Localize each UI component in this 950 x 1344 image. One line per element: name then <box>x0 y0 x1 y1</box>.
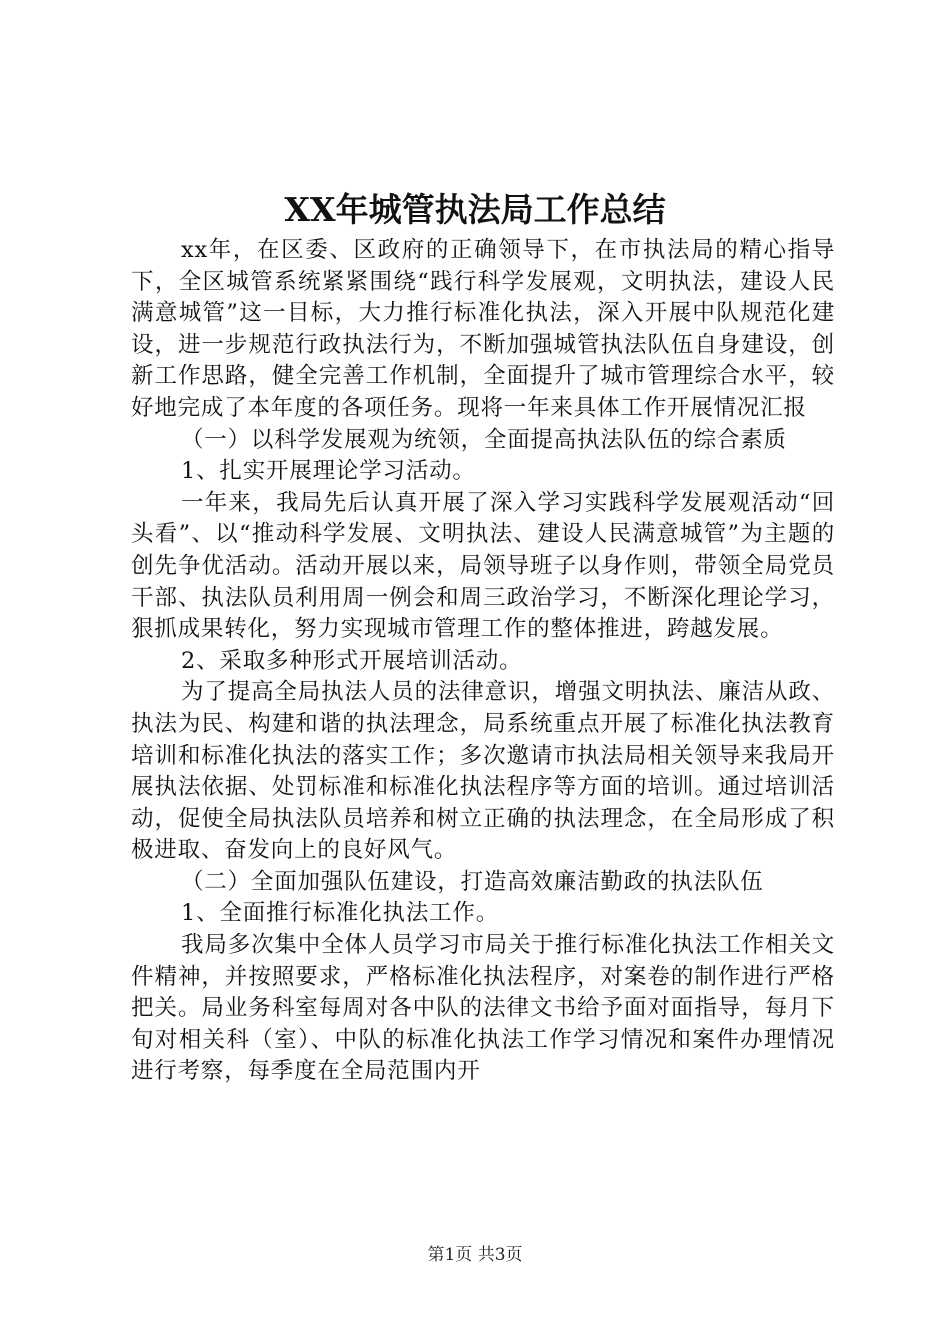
subsection-heading: 1、扎实开展理论学习活动。 <box>181 458 476 485</box>
section-heading: （二）全面加强队伍建设，打造高效廉洁勤政的执法队伍 <box>181 868 764 895</box>
document-title: XX年城管执法局工作总结 <box>284 190 666 229</box>
page-number-footer: 第1页 共3页 <box>427 1245 523 1265</box>
subsection-heading: 1、全面推行标准化执法工作。 <box>181 900 500 927</box>
section-heading: （一）以科学发展观为统领，全面提高执法队伍的综合素质 <box>181 426 787 453</box>
body-paragraph: 我局多次集中全体人员学习市局关于推行标准化执法工作相关文件精神，并按照要求，严格标准化执法程序，对案卷的制作进行严格把关。局业务科室每周对各中队的法律文书给予面对面指导，每月下旬对相关科（室）、中队的标准化执法工作学习情况和案件办理情况进行考察，每季度在全局范围内开 <box>131 932 835 1085</box>
body-paragraph: xx年，在区委、区政府的正确领导下，在市执法局的精心指导下，全区城管系统紧紧围绕“践行科学发展观，文明执法，建设人民满意城管”这一目标，大力推行标准化执法，深入开展中队规范化建设，进一步规范行政执法行为，不断加强城管执法队伍自身建设，创新工作思路，健全完善工作机制，全面提升了城市管理综合水平，较好地完成了本年度的各项任务。现将一年来具体工作开展情况汇报 <box>131 237 835 421</box>
body-paragraph: 为了提高全局执法人员的法律意识，增强文明执法、廉洁从政、执法为民、构建和谐的执法理念，局系统重点开展了标准化执法教育培训和标准化执法的落实工作；多次邀请市执法局相关领导来我局开展执法依据、处罚标准和标准化执法程序等方面的培训。通过培训活动，促使全局执法队员培养和树立正确的执法理念，在全局形成了积极进取、奋发向上的良好风气。 <box>131 679 835 864</box>
body-paragraph: 一年来，我局先后认真开展了深入学习实践科学发展观活动“回头看”、以“推动科学发展、文明执法、建设人民满意城管”为主题的创先争优活动。活动开展以来，局领导班子以身作则，带领全局党员干部、执法队员利用周一例会和周三政治学习，不断深化理论学习，狠抓成果转化，努力实现城市管理工作的整体推进，跨越发展。 <box>131 489 835 643</box>
document-body <box>131 235 835 1088</box>
subsection-heading: 2、采取多种形式开展培训活动。 <box>181 647 523 674</box>
